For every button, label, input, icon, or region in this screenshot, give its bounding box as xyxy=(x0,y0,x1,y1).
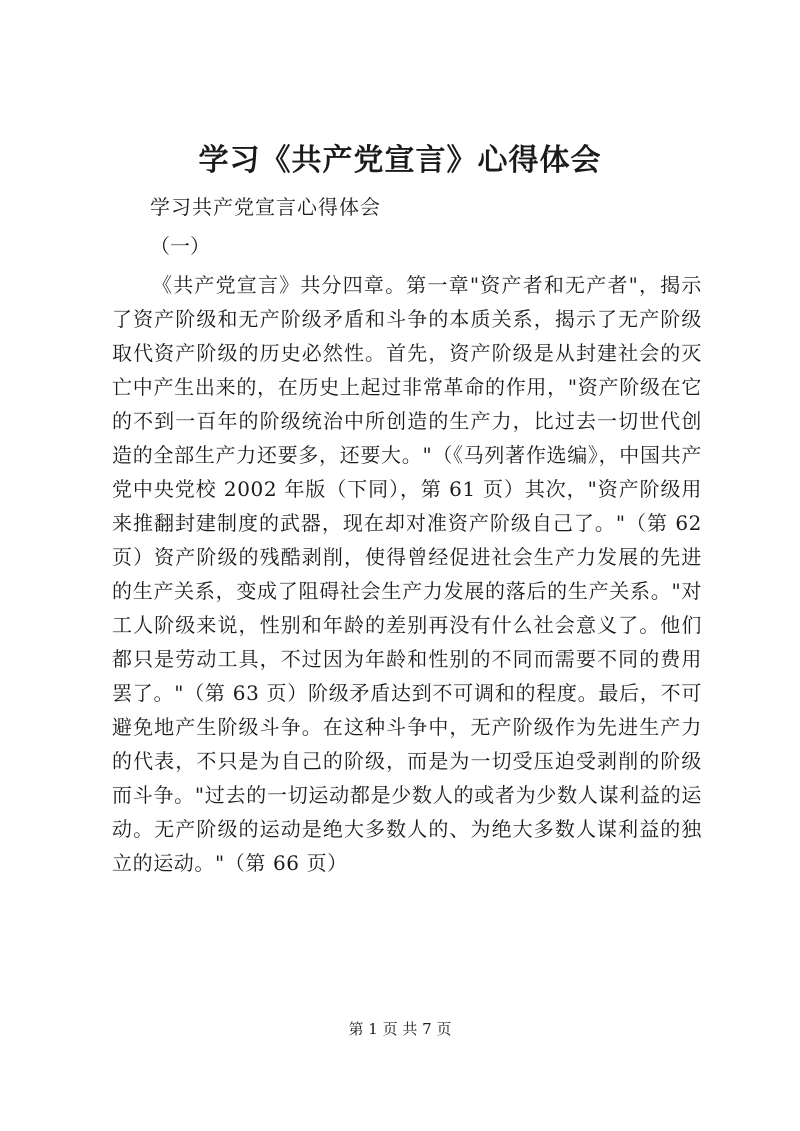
section-number: （一） xyxy=(150,234,210,258)
document-title: 学习《共产党宣言》心得体会 xyxy=(198,143,602,178)
document-subtitle: 学习共产党宣言心得体会 xyxy=(150,195,381,219)
page-number-footer: 第 1 页 共 7 页 xyxy=(348,1020,452,1038)
paragraph: 《共产党宣言》共分四章。第一章"资产者和无产者"，揭示了资产阶级和无产阶级矛盾和斗争的本质关系，揭示了无产阶级取代资产阶级的历史必然性。首先，资产阶级是从封建社会的灭亡中产生出来的，在历史上起过非常革命的作用，"资产阶级在它的不到一百年的阶级统治中所创造的生产力，比过去一切世代创造的全部生产力还要多，还要大。"（《马列著作选编》，中国共产党中央党校 2002 年版（下同），第 61 页）其次，"资产阶级用来推翻封建制度的武器，现在却对准资产阶级自己了。"（第 62 页）资产阶级的残酷剥削，使得曾经促进社会生产力发展的先进的生产关系，变成了阻碍社会生产力发展的落后的生产关系。"对工人阶级来说，性别和年龄的差别再没有什么社会意义了。他们都只是劳动工具，不过因为年龄和性别的不同而需要不同的费用罢了。"（第 63 页）阶级矛盾达到不可调和的程度。最后，不可避免地产生阶级斗争。在这种斗争中，无产阶级作为先进生产力的代表，不只是为自己的阶级，而是为一切受压迫受剥削的阶级而斗争。"过去的一切运动都是少数人的或者为少数人谋利益的运动。无产阶级的运动是绝大多数人的、为绝大多数人谋利益的独立的运动。"（第 66 页） xyxy=(112,273,702,875)
body-text xyxy=(112,268,702,880)
